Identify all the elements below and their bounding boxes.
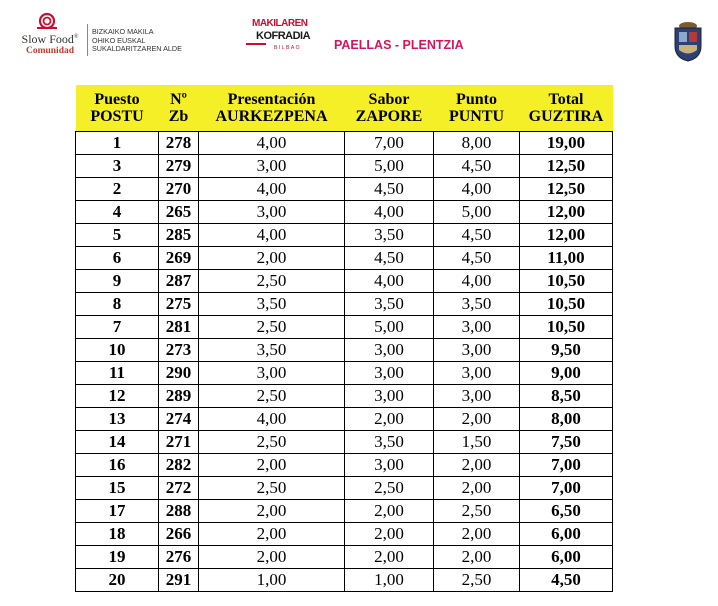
- cell-numero: 275: [159, 293, 199, 316]
- cell-punto: 2,00: [434, 523, 520, 546]
- cell-sabor: 4,00: [345, 270, 434, 293]
- cell-total: 10,50: [520, 293, 613, 316]
- page-title: PAELLAS - PLENTZIA: [334, 38, 464, 52]
- slow-food-name: Slow Food®: [21, 32, 79, 46]
- cell-puesto: 12: [76, 385, 159, 408]
- table-row: [76, 155, 613, 178]
- cell-sabor: 2,50: [345, 477, 434, 500]
- cell-presentacion: 2,50: [199, 477, 345, 500]
- cell-total: 7,00: [520, 477, 613, 500]
- cell-punto: 4,00: [434, 270, 520, 293]
- cell-presentacion: 2,00: [199, 247, 345, 270]
- cell-punto: 8,00: [434, 132, 520, 155]
- cell-presentacion: 4,00: [199, 224, 345, 247]
- table-row: [76, 569, 613, 592]
- cell-punto: 4,50: [434, 224, 520, 247]
- cell-numero: 290: [159, 362, 199, 385]
- cell-sabor: 3,00: [345, 362, 434, 385]
- cell-puesto: 8: [76, 293, 159, 316]
- cell-puesto: 6: [76, 247, 159, 270]
- table-row: [76, 500, 613, 523]
- table-row: [76, 339, 613, 362]
- cofradia-logo-bottom: BILBAO: [274, 45, 302, 51]
- cell-total: 6,50: [520, 500, 613, 523]
- cell-puesto: 10: [76, 339, 159, 362]
- cell-punto: 4,00: [434, 178, 520, 201]
- cell-sabor: 4,00: [345, 201, 434, 224]
- cell-sabor: 4,50: [345, 178, 434, 201]
- cell-numero: 279: [159, 155, 199, 178]
- cell-presentacion: 2,00: [199, 523, 345, 546]
- cell-punto: 3,00: [434, 316, 520, 339]
- table-row: [76, 316, 613, 339]
- cell-numero: 287: [159, 270, 199, 293]
- cell-total: 12,50: [520, 178, 613, 201]
- cell-total: 6,00: [520, 546, 613, 569]
- cofradia-logo-mid: KOFRADIA: [256, 30, 311, 42]
- cell-presentacion: 4,00: [199, 178, 345, 201]
- cell-presentacion: 2,50: [199, 431, 345, 454]
- cell-punto: 2,50: [434, 500, 520, 523]
- results-table: [75, 85, 613, 592]
- cell-sabor: 7,00: [345, 132, 434, 155]
- cell-punto: 2,50: [434, 569, 520, 592]
- table-row: [76, 132, 613, 155]
- cell-punto: 2,00: [434, 477, 520, 500]
- cell-sabor: 5,00: [345, 316, 434, 339]
- cell-numero: 270: [159, 178, 199, 201]
- cell-punto: 4,50: [434, 247, 520, 270]
- cell-total: 6,00: [520, 523, 613, 546]
- cell-presentacion: 4,00: [199, 132, 345, 155]
- column-header-numero: Nº Zb: [159, 85, 199, 132]
- table-row: [76, 247, 613, 270]
- cell-total: 10,50: [520, 270, 613, 293]
- cell-numero: 276: [159, 546, 199, 569]
- cell-numero: 291: [159, 569, 199, 592]
- column-header-punto: Punto PUNTU: [434, 85, 520, 132]
- table-row: [76, 477, 613, 500]
- cofradia-logo-top: MAKILAREN: [252, 18, 308, 29]
- cell-sabor: 2,00: [345, 408, 434, 431]
- logo-divider: [87, 24, 88, 56]
- cell-total: 8,00: [520, 408, 613, 431]
- cell-puesto: 19: [76, 546, 159, 569]
- table-row: [76, 385, 613, 408]
- cell-presentacion: 1,00: [199, 569, 345, 592]
- cell-sabor: 3,00: [345, 339, 434, 362]
- cell-total: 9,00: [520, 362, 613, 385]
- cell-numero: 278: [159, 132, 199, 155]
- table-row: [76, 546, 613, 569]
- coat-of-arms-icon: [670, 20, 706, 62]
- cell-numero: 265: [159, 201, 199, 224]
- table-row: [76, 454, 613, 477]
- document-header: [0, 0, 718, 68]
- cell-punto: 1,50: [434, 431, 520, 454]
- table-row: [76, 408, 613, 431]
- cell-numero: 272: [159, 477, 199, 500]
- table-row: [76, 270, 613, 293]
- cell-puesto: 14: [76, 431, 159, 454]
- cell-presentacion: 4,00: [199, 408, 345, 431]
- cell-punto: 3,50: [434, 293, 520, 316]
- cell-presentacion: 3,00: [199, 362, 345, 385]
- cell-total: 12,00: [520, 224, 613, 247]
- cell-puesto: 9: [76, 270, 159, 293]
- cell-numero: 266: [159, 523, 199, 546]
- cell-presentacion: 3,00: [199, 155, 345, 178]
- cell-sabor: 5,00: [345, 155, 434, 178]
- cell-numero: 269: [159, 247, 199, 270]
- cell-presentacion: 2,50: [199, 316, 345, 339]
- table-header-row: [76, 85, 613, 132]
- cell-sabor: 3,00: [345, 385, 434, 408]
- cofradia-logo-bar: [246, 43, 266, 45]
- cell-presentacion: 2,00: [199, 500, 345, 523]
- cell-sabor: 2,00: [345, 546, 434, 569]
- slow-food-tagline: BIZKAIKO MAKILA OHIKO EUSKAL SUKALDARITZAREN ALDE: [92, 27, 182, 53]
- cell-total: 7,00: [520, 454, 613, 477]
- cell-total: 10,50: [520, 316, 613, 339]
- table-row: [76, 224, 613, 247]
- table-row: [76, 293, 613, 316]
- cell-numero: 271: [159, 431, 199, 454]
- cell-total: 8,50: [520, 385, 613, 408]
- cell-numero: 281: [159, 316, 199, 339]
- column-header-presentacion: Presentación AURKEZPENA: [199, 85, 345, 132]
- results-body: [76, 132, 613, 592]
- cell-presentacion: 2,00: [199, 454, 345, 477]
- cell-numero: 288: [159, 500, 199, 523]
- cell-total: 12,00: [520, 201, 613, 224]
- slow-food-community: Comunidad: [25, 46, 75, 56]
- cell-sabor: 2,00: [345, 523, 434, 546]
- cell-sabor: 4,50: [345, 247, 434, 270]
- cell-sabor: 2,00: [345, 500, 434, 523]
- cell-punto: 3,00: [434, 339, 520, 362]
- cell-sabor: 3,50: [345, 224, 434, 247]
- snail-icon: [35, 12, 59, 30]
- column-header-puesto: Puesto POSTU: [76, 85, 159, 132]
- table-row: [76, 523, 613, 546]
- cell-puesto: 18: [76, 523, 159, 546]
- cell-numero: 274: [159, 408, 199, 431]
- cell-total: 19,00: [520, 132, 613, 155]
- cell-puesto: 3: [76, 155, 159, 178]
- cell-puesto: 7: [76, 316, 159, 339]
- cell-punto: 2,00: [434, 454, 520, 477]
- cell-puesto: 17: [76, 500, 159, 523]
- cell-sabor: 1,00: [345, 569, 434, 592]
- cell-presentacion: 2,00: [199, 546, 345, 569]
- cell-presentacion: 2,50: [199, 385, 345, 408]
- cell-presentacion: 2,50: [199, 270, 345, 293]
- cell-puesto: 20: [76, 569, 159, 592]
- cell-puesto: 16: [76, 454, 159, 477]
- cell-punto: 2,00: [434, 408, 520, 431]
- cell-presentacion: 3,00: [199, 201, 345, 224]
- cell-numero: 273: [159, 339, 199, 362]
- column-header-sabor: Sabor ZAPORE: [345, 85, 434, 132]
- cell-total: 12,50: [520, 155, 613, 178]
- cell-puesto: 15: [76, 477, 159, 500]
- cell-sabor: 3,50: [345, 431, 434, 454]
- cell-punto: 3,00: [434, 385, 520, 408]
- cell-puesto: 5: [76, 224, 159, 247]
- cell-puesto: 1: [76, 132, 159, 155]
- table-row: [76, 362, 613, 385]
- cell-presentacion: 3,50: [199, 339, 345, 362]
- cell-numero: 285: [159, 224, 199, 247]
- cell-sabor: 3,50: [345, 293, 434, 316]
- cell-puesto: 2: [76, 178, 159, 201]
- cell-punto: 2,00: [434, 546, 520, 569]
- table-row: [76, 201, 613, 224]
- cell-puesto: 11: [76, 362, 159, 385]
- cell-numero: 282: [159, 454, 199, 477]
- cell-puesto: 4: [76, 201, 159, 224]
- cofradia-logo: [246, 18, 324, 58]
- cell-puesto: 13: [76, 408, 159, 431]
- cell-total: 9,50: [520, 339, 613, 362]
- cell-total: 7,50: [520, 431, 613, 454]
- table-row: [76, 178, 613, 201]
- cell-sabor: 3,00: [345, 454, 434, 477]
- slow-food-logo: [8, 12, 84, 60]
- cell-punto: 3,00: [434, 362, 520, 385]
- cell-punto: 4,50: [434, 155, 520, 178]
- cell-numero: 289: [159, 385, 199, 408]
- table-row: [76, 431, 613, 454]
- cell-total: 11,00: [520, 247, 613, 270]
- cell-total: 4,50: [520, 569, 613, 592]
- cell-presentacion: 3,50: [199, 293, 345, 316]
- column-header-total: Total GUZTIRA: [520, 85, 613, 132]
- cell-punto: 5,00: [434, 201, 520, 224]
